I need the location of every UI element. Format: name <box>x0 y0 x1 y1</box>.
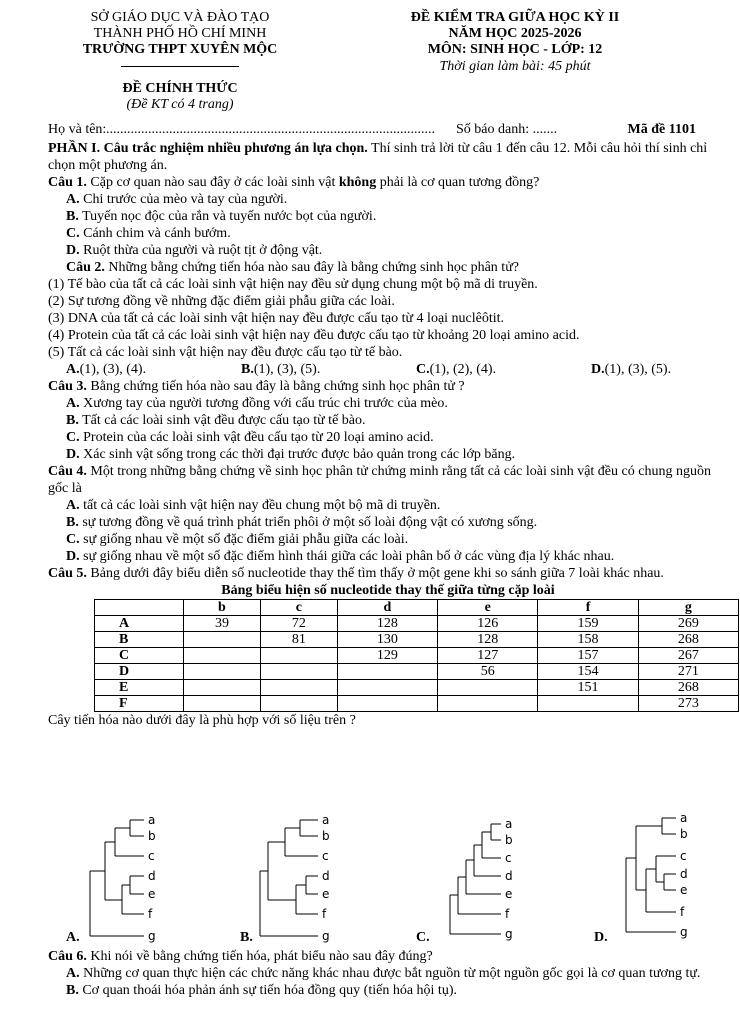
question-1 <box>48 174 728 191</box>
tree-leaf-label: e <box>148 887 156 901</box>
answer-option[interactable] <box>48 446 728 463</box>
name-field[interactable]: .............................................................................................. <box>106 122 435 137</box>
tree-leaf-label: d <box>322 869 330 883</box>
tree-leaf-label: c <box>505 851 512 865</box>
table-cell <box>538 696 638 712</box>
page-count-note: (Đề KT có 4 trang) <box>126 97 234 112</box>
tree-leaf-label: b <box>148 829 156 843</box>
answer-option[interactable] <box>48 395 728 412</box>
option-key: B. <box>66 983 79 998</box>
option-key: C. <box>416 930 430 945</box>
option-text: Chi trước của mèo và tay của người. <box>79 192 288 207</box>
school-year: NĂM HỌC 2025-2026 <box>448 26 582 41</box>
tree-leaf-label: d <box>505 869 513 883</box>
statement-item: (4) Protein của tất cả các loài sinh vật hiện nay đều được cấu tạo từ khoảng 20 loại amino acid. <box>48 328 580 343</box>
table-cell <box>184 648 261 664</box>
table-cell: 271 <box>638 664 738 680</box>
department-name: SỞ GIÁO DỤC VÀ ĐÀO TẠO <box>90 10 270 25</box>
answer-option[interactable] <box>416 361 591 378</box>
answer-option[interactable] <box>48 965 728 982</box>
option-key: D. <box>66 243 80 258</box>
option-key: B. <box>66 413 79 428</box>
subject-line: MÔN: SINH HỌC - LỚP: 12 <box>427 42 603 57</box>
row-header: D <box>95 664 184 680</box>
statement-item: (3) DNA của tất cả các loài sinh vật hiện nay đều được cấu tạo từ 4 loại nuclêôtit. <box>48 311 505 326</box>
option-key: D. <box>591 362 605 377</box>
tree-leaf-label: a <box>148 813 156 827</box>
answer-option[interactable] <box>48 982 728 999</box>
tree-leaf-label: d <box>680 867 688 881</box>
question-5 <box>48 565 728 582</box>
question-text: Bảng dưới đây biểu diễn số nucleotide thay thế tìm thấy ở một gene khi so sánh giữa 7 loài khác nhau. <box>86 566 664 581</box>
table-cell <box>184 632 261 648</box>
exam-header <box>365 10 665 75</box>
question-number: Câu 4. <box>48 464 87 479</box>
tree-option-c[interactable] <box>416 812 536 944</box>
table-corner-cell <box>95 600 184 616</box>
question-4 <box>48 463 728 497</box>
table-row <box>95 664 739 680</box>
option-text: Tuyến nọc độc của rắn và tuyến nước bọt của người. <box>78 209 377 224</box>
table-cell: 159 <box>538 616 638 632</box>
tree-leaf-label: g <box>505 927 513 941</box>
answer-option[interactable] <box>48 497 728 514</box>
table-row <box>95 680 739 696</box>
option-key: B. <box>241 362 254 377</box>
option-text: Xác sinh vật sống trong các thời đại trước được bảo quản trong các lớp băng. <box>79 447 516 462</box>
option-text: Tất cả các loài sinh vật đều được cấu tạo từ tế bào. <box>78 413 366 428</box>
table-cell: 127 <box>438 648 538 664</box>
table-cell <box>260 648 337 664</box>
question-6 <box>48 948 728 965</box>
option-key: D. <box>594 930 608 945</box>
question-number: Câu 5. <box>48 566 87 581</box>
column-header: c <box>260 600 337 616</box>
tree-leaf-label: b <box>680 827 688 841</box>
option-key: C. <box>66 430 80 445</box>
tree-leaf-label: c <box>322 849 329 863</box>
name-label: Họ và tên: <box>48 122 107 137</box>
row-header: A <box>95 616 184 632</box>
option-key: B. <box>66 209 79 224</box>
candidate-number-field[interactable]: Số báo danh: ....... <box>456 122 558 137</box>
tree-leaf-label: g <box>148 929 156 943</box>
option-text: (1), (3), (5). <box>253 362 321 377</box>
tree-leaf-label: d <box>148 869 156 883</box>
answer-options-row <box>48 361 728 378</box>
question-text: Cặp cơ quan nào sau đây ở các loài sinh vật <box>86 175 339 190</box>
table-cell: 151 <box>538 680 638 696</box>
question-2 <box>48 259 728 276</box>
table-cell: 269 <box>638 616 738 632</box>
row-header: B <box>95 632 184 648</box>
option-text: (1), (2), (4). <box>429 362 497 377</box>
answer-option[interactable] <box>48 531 728 548</box>
option-text: Cánh chim và cánh bướm. <box>79 226 231 241</box>
option-key: A. <box>66 362 80 377</box>
question-text: phải là cơ quan tương đồng? <box>376 175 540 190</box>
phylogenetic-tree <box>416 812 536 944</box>
table-cell: 81 <box>260 632 337 648</box>
column-header: f <box>538 600 638 616</box>
phylogenetic-tree <box>60 812 180 944</box>
table-cell: 72 <box>260 616 337 632</box>
table-cell <box>337 680 437 696</box>
question-text: Những bằng chứng tiến hóa nào sau đây là bằng chứng sinh học phân tử? <box>104 260 519 275</box>
tree-question: Cây tiến hóa nào dưới đây là phù hợp với số liệu trên ? <box>48 713 356 728</box>
table-cell <box>184 664 261 680</box>
option-text: Những cơ quan thực hiện các chức năng khác nhau được bắt nguồn từ một nguồn gốc gọi là cơ quan tương tự. <box>79 966 701 981</box>
table-cell: 267 <box>638 648 738 664</box>
question-number: Câu 3. <box>48 379 87 394</box>
answer-option[interactable] <box>48 208 728 225</box>
tree-leaf-label: a <box>680 812 688 825</box>
option-key: D. <box>66 549 80 564</box>
option-key: B. <box>240 930 253 945</box>
tree-option-a[interactable] <box>60 812 180 944</box>
option-text: Protein của các loài sinh vật đều cấu tạo từ 20 loại amino acid. <box>79 430 434 445</box>
option-key: A. <box>66 966 80 981</box>
table-cell: 130 <box>337 632 437 648</box>
tree-leaf-label: a <box>322 813 330 827</box>
answer-option[interactable] <box>48 225 728 242</box>
column-header: b <box>184 600 261 616</box>
phylogenetic-tree <box>240 812 360 944</box>
question-text: Bằng chứng tiến hóa nào sau đây là bằng chứng sinh học phân tử ? <box>86 379 465 394</box>
table-cell <box>337 696 437 712</box>
option-text: (1), (3), (5). <box>604 362 672 377</box>
table-cell: 56 <box>438 664 538 680</box>
tree-leaf-label: b <box>322 829 330 843</box>
tree-leaf-label: c <box>680 849 687 863</box>
question-text: Một trong những bằng chứng về sinh học phân tử chứng minh rằng tất cả các loài sinh vật đều có chung nguồn gốc là <box>48 464 711 496</box>
option-text: Cơ quan thoái hóa phản ánh sự tiến hóa đồng quy (tiến hóa hội tụ). <box>78 983 457 998</box>
option-text: sự giống nhau về một số đặc điểm hình thái giữa các loài phân bố ở các vùng địa lý khác nhau. <box>79 549 615 564</box>
official-label: ĐỀ CHÍNH THỨC <box>122 81 238 96</box>
option-key: C. <box>416 362 430 377</box>
answer-option[interactable] <box>66 361 241 378</box>
part1-intro <box>48 140 728 174</box>
answer-option[interactable] <box>48 412 728 429</box>
column-header: e <box>438 600 538 616</box>
question-number: Câu 6. <box>48 949 87 964</box>
option-key: B. <box>66 515 79 530</box>
question-text: Khi nói về bằng chứng tiến hóa, phát biểu nào sau đây đúng? <box>86 949 433 964</box>
tree-leaf-label: f <box>148 907 153 921</box>
option-key: C. <box>66 532 80 547</box>
option-text: (1), (3), (4). <box>79 362 147 377</box>
tree-leaf-label: g <box>322 929 330 943</box>
table-cell: 129 <box>337 648 437 664</box>
table-cell <box>184 696 261 712</box>
answer-option[interactable] <box>241 361 416 378</box>
table-header-row <box>95 600 739 616</box>
table-cell <box>260 696 337 712</box>
table-row <box>95 632 739 648</box>
option-text: Ruột thừa của người và ruột tịt ở động vật. <box>79 243 323 258</box>
table-cell <box>438 696 538 712</box>
table-cell <box>260 680 337 696</box>
table-cell <box>260 664 337 680</box>
tree-leaf-label: e <box>322 887 330 901</box>
answer-option[interactable] <box>48 548 728 565</box>
option-key: C. <box>66 226 80 241</box>
table-row <box>95 696 739 712</box>
option-key: D. <box>66 447 80 462</box>
part1-instruction: Thí sinh trả lời từ câu 1 đến câu 12. Mỗi câu hỏi thí sinh chỉ chọn một phương án. <box>48 141 708 173</box>
tree-options <box>60 812 720 952</box>
substitution-table <box>94 599 739 712</box>
question-emphasis: không <box>338 175 377 190</box>
option-key: A. <box>66 192 80 207</box>
exam-body-continued <box>48 948 728 999</box>
statement-item: (5) Tất cả các loài sinh vật hiện nay đều được cấu tạo từ tế bào. <box>48 345 403 360</box>
row-header: F <box>95 696 184 712</box>
student-info-line <box>48 122 696 140</box>
table-cell: 126 <box>438 616 538 632</box>
tree-leaf-label: a <box>505 817 513 831</box>
tree-option-b[interactable] <box>240 812 360 944</box>
option-text: sự tương đồng về quá trình phát triển phôi ở một số loài động vật có xương sống. <box>78 515 538 530</box>
table-cell: 273 <box>638 696 738 712</box>
time-limit: Thời gian làm bài: 45 phút <box>439 59 591 74</box>
table-cell: 39 <box>184 616 261 632</box>
answer-option[interactable] <box>48 514 728 531</box>
question-number: Câu 2. <box>66 260 105 275</box>
school-name: TRƯỜNG THPT XUYÊN MỘC <box>82 42 278 57</box>
part1-heading: PHẦN I. Câu trắc nghiệm nhiều phương án lựa chọn. <box>48 141 368 156</box>
table-cell <box>337 664 437 680</box>
table-row <box>95 648 739 664</box>
table-cell <box>438 680 538 696</box>
phylogenetic-tree <box>600 812 720 944</box>
tree-leaf-label: e <box>505 887 513 901</box>
answer-option[interactable] <box>591 361 671 378</box>
table-cell: 158 <box>538 632 638 648</box>
table-title: Bảng biểu hiện số nucleotide thay thế giữa từng cặp loài <box>221 583 555 598</box>
column-header: d <box>337 600 437 616</box>
tree-leaf-label: f <box>322 907 327 921</box>
statement-item: (1) Tế bào của tất cả các loài sinh vật hiện nay đều sử dụng chung một bộ mã di truyền. <box>48 277 538 292</box>
tree-leaf-label: f <box>680 905 685 919</box>
statement-item: (2) Sự tương đồng về những đặc điểm giải phẫu giữa các loài. <box>48 294 395 309</box>
table-cell: 128 <box>337 616 437 632</box>
answer-option[interactable] <box>48 191 728 208</box>
tree-leaf-label: e <box>680 883 688 897</box>
tree-leaf-label: b <box>505 833 513 847</box>
exam-code: Mã đề 1101 <box>627 122 696 137</box>
row-header: C <box>95 648 184 664</box>
answer-option[interactable] <box>48 242 728 259</box>
exam-title: ĐỀ KIỂM TRA GIỮA HỌC KỲ II <box>410 10 620 25</box>
header-divider <box>121 66 239 67</box>
option-text: Xương tay của người tương đồng với cấu trúc chi trước của mèo. <box>79 396 448 411</box>
option-key: A. <box>66 498 80 513</box>
table-cell: 268 <box>638 680 738 696</box>
tree-option-d[interactable] <box>594 812 720 945</box>
table-row <box>95 616 739 632</box>
table-cell: 154 <box>538 664 638 680</box>
tree-leaf-label: g <box>680 925 688 939</box>
question-3 <box>48 378 728 395</box>
option-key: A. <box>66 396 80 411</box>
table-cell: 157 <box>538 648 638 664</box>
school-header <box>55 10 305 113</box>
table-cell: 268 <box>638 632 738 648</box>
city-name: THÀNH PHỐ HỒ CHÍ MINH <box>93 26 267 41</box>
question-number: Câu 1. <box>48 175 87 190</box>
row-header: E <box>95 680 184 696</box>
answer-option[interactable] <box>48 429 728 446</box>
table-cell <box>184 680 261 696</box>
tree-leaf-label: f <box>505 907 510 921</box>
tree-leaf-label: c <box>148 849 155 863</box>
option-text: tất cả các loài sinh vật hiện nay đều chung một bộ mã di truyền. <box>79 498 441 513</box>
option-text: sự giống nhau về một số đặc điểm giải phẫu giữa các loài. <box>79 532 409 547</box>
column-header: g <box>638 600 738 616</box>
table-cell: 128 <box>438 632 538 648</box>
exam-body <box>48 140 728 729</box>
option-key: A. <box>66 930 80 945</box>
